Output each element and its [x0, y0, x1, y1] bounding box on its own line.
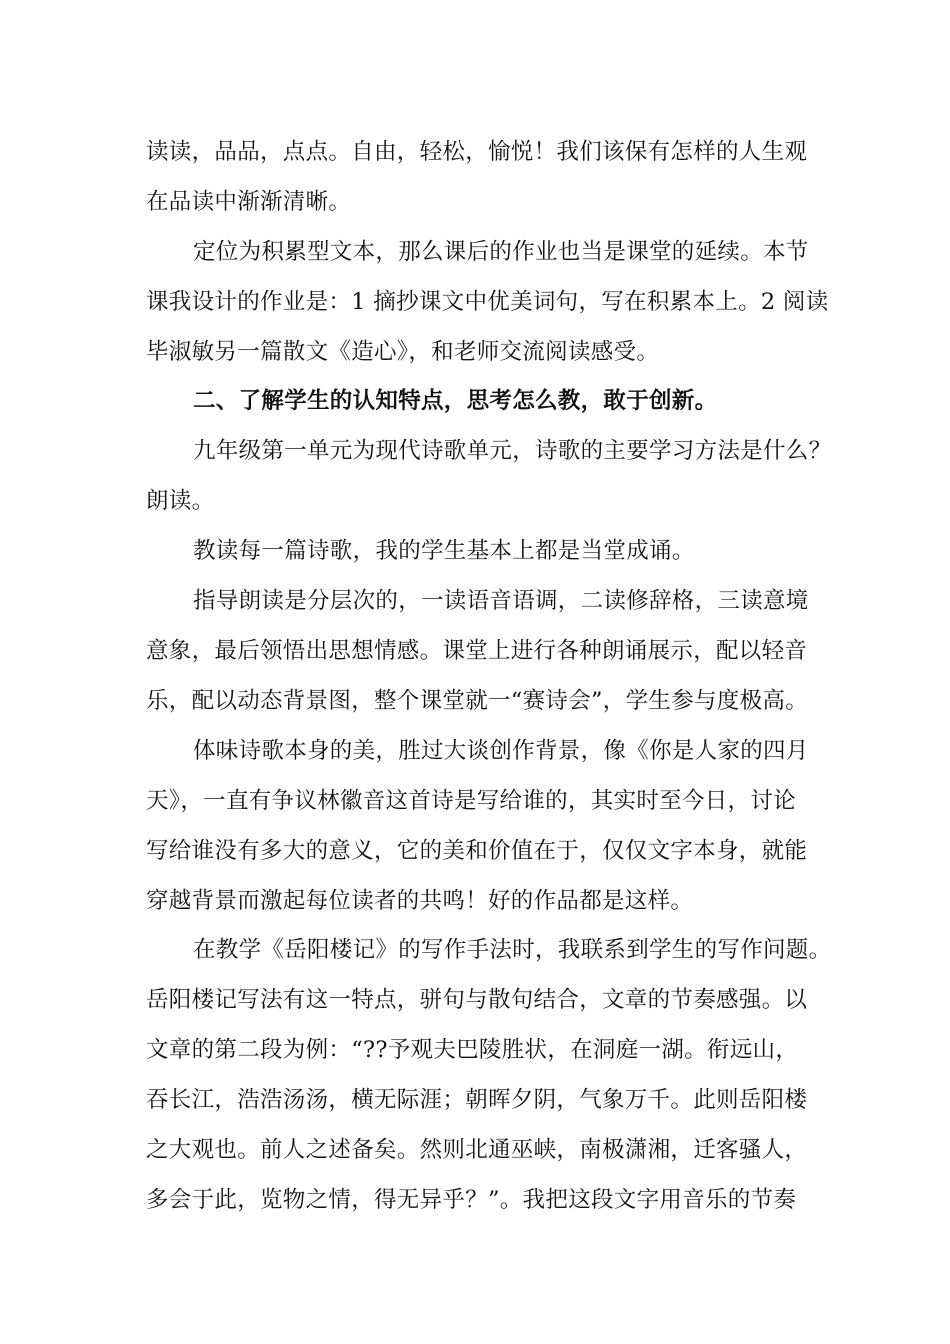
text-line: 文章的第二段为例：“??予观夫巴陵胜状，在洞庭一湖。衔远山，	[146, 1037, 799, 1063]
text-line: 定位为积累型文本，那么课后的作业也当是课堂的延续。本节	[193, 239, 809, 265]
text-line: 岳阳楼记写法有这一特点，骈句与散句结合，文章的节奏感强。以	[146, 987, 808, 1013]
text-line: 多会于此，览物之情，得无异乎？”。我把这段文字用音乐的节奏	[146, 1187, 797, 1213]
text-line: 在品读中渐渐清晰。	[146, 189, 352, 215]
text-line: 乐，配以动态背景图，整个课堂就一“赛诗会”，学生参与度极高。	[146, 688, 809, 714]
text-line: 九年级第一单元为现代诗歌单元，诗歌的主要学习方法是什么？	[193, 438, 832, 464]
text-line: 在教学《岳阳楼记》的写作手法时，我联系到学生的写作问题。	[193, 937, 832, 963]
text-line: 写给谁没有多大的意义，它的美和价值在于，仅仅文字本身，就能	[146, 838, 808, 864]
text-line: 读读，品品，点点。自由，轻松，愉悦！我们该保有怎样的人生观	[146, 139, 808, 165]
text-line: 课我设计的作业是：1 摘抄课文中优美词句，写在积累本上。2 阅读	[146, 289, 829, 315]
text-line: 毕淑敏另一篇散文《造心》，和老师交流阅读感受。	[146, 339, 660, 365]
section-heading: 二、了解学生的认知特点，思考怎么教，敢于创新。	[193, 388, 718, 414]
text-line: 体味诗歌本身的美，胜过大谈创作背景，像《你是人家的四月	[193, 738, 809, 764]
text-line: 指导朗读是分层次的，一读语音语调，二读修辞格，三读意境	[193, 588, 809, 614]
text-line: 之大观也。前人之述备矣。然则北通巫峡，南极潇湘，迁客骚人，	[146, 1137, 808, 1163]
text-line: 吞长江，浩浩汤汤，横无际涯；朝晖夕阴，气象万千。此则岳阳楼	[146, 1087, 808, 1113]
text-line: 教读每一篇诗歌，我的学生基本上都是当堂成诵。	[193, 538, 695, 564]
text-line: 朗读。	[146, 488, 215, 514]
text-line: 意象，最后领悟出思想情感。课堂上进行各种朗诵展示，配以轻音	[146, 638, 808, 664]
text-line: 穿越背景而激起每位读者的共鸣！好的作品都是这样。	[146, 888, 694, 914]
text-line: 天》，一直有争议林徽音这首诗是写给谁的，其实时至今日，讨论	[146, 788, 796, 814]
